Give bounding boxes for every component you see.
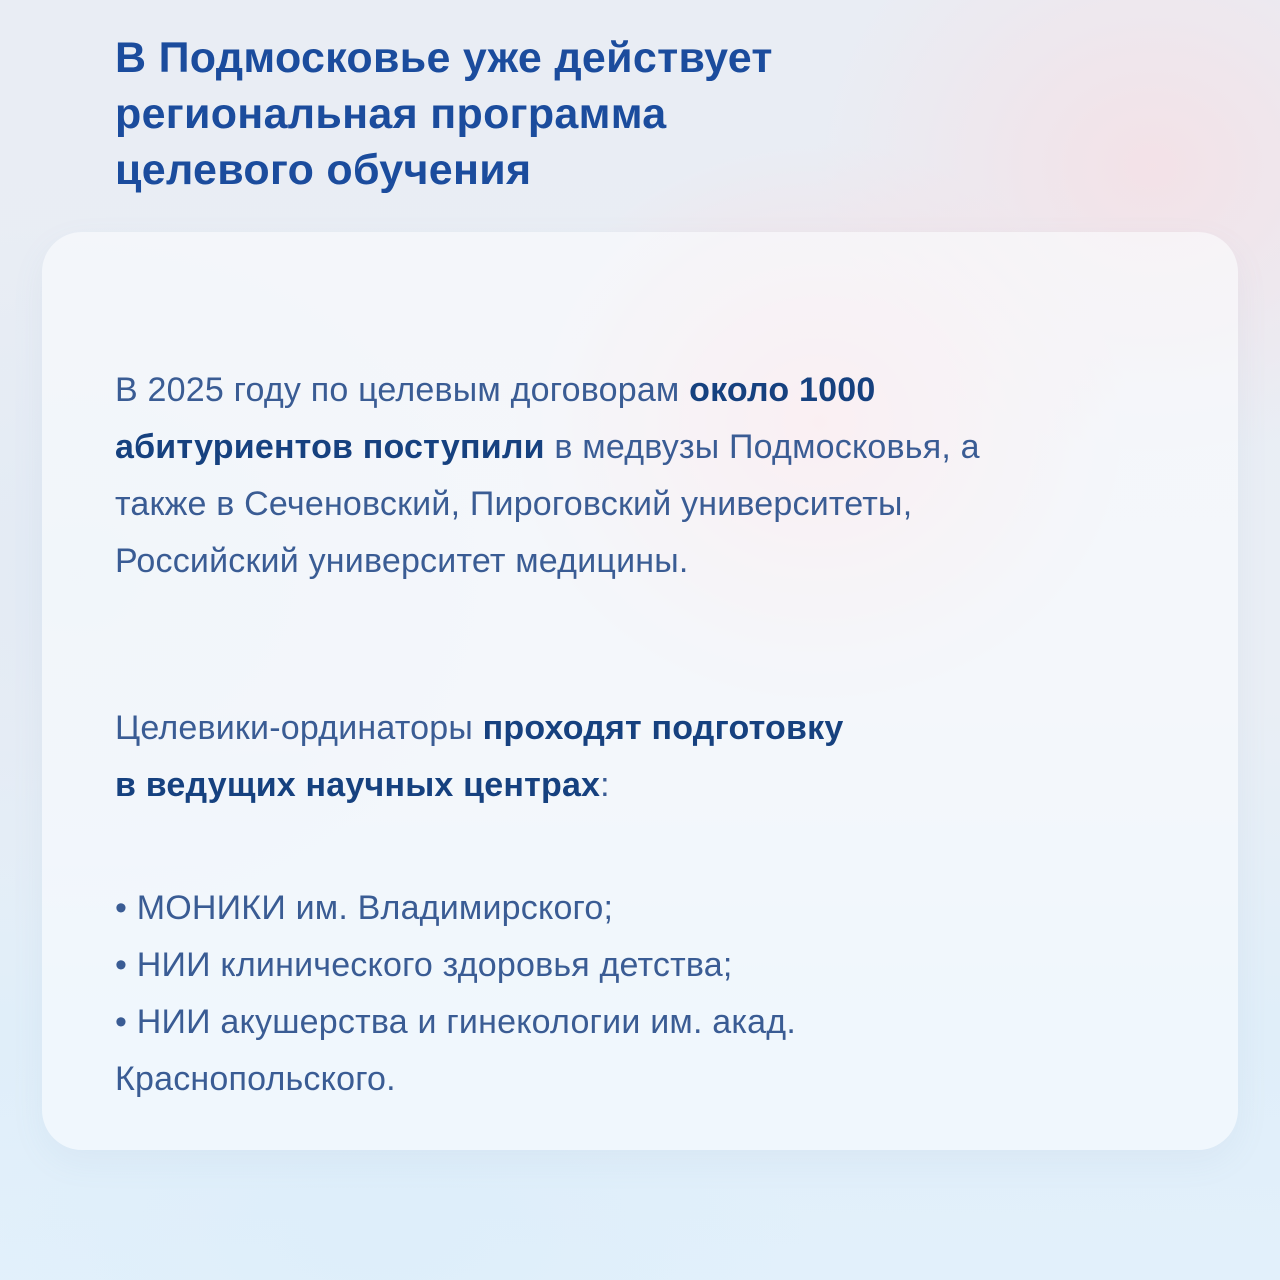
list-item-moniki: [115, 880, 1118, 937]
body-text: также в Сеченовский, Пироговский университеты,: [115, 485, 913, 523]
body-text: Российский университет медицины.: [115, 542, 689, 580]
info-card: [42, 232, 1238, 1150]
paragraph-residency: [115, 700, 1118, 814]
body-text: • НИИ клинического здоровья детства;: [115, 946, 733, 984]
body-text: • НИИ акушерства и гинекологии им. акад.: [115, 1003, 796, 1041]
emphasized-text: около 1000: [689, 371, 876, 409]
research-centers-list: [115, 880, 1118, 1108]
page-title-line-2: региональная программа: [115, 90, 667, 138]
body-text: • МОНИКИ им. Владимирского;: [115, 889, 614, 927]
page-title-line-3: целевого обучения: [115, 146, 532, 194]
body-text: В 2025 году по целевым договорам: [115, 371, 690, 409]
body-text: :: [600, 766, 610, 804]
emphasized-text: в ведущих научных центрах: [115, 766, 601, 804]
body-text: Целевики-ординаторы: [115, 709, 483, 747]
list-item-nii-obstetrics: [115, 994, 1118, 1108]
list-item-nii-childhood: [115, 937, 1118, 994]
emphasized-text: абитуриентов поступили: [115, 428, 545, 466]
paragraph-admissions: [115, 362, 1118, 590]
emphasized-text: проходят подготовку: [482, 709, 844, 747]
body-text: Краснопольского.: [115, 1060, 396, 1098]
body-text: в медвузы Подмосковья, а: [544, 428, 980, 466]
page-title-line-1: В Подмосковье уже действует: [115, 34, 773, 82]
page-title: [115, 30, 1165, 198]
